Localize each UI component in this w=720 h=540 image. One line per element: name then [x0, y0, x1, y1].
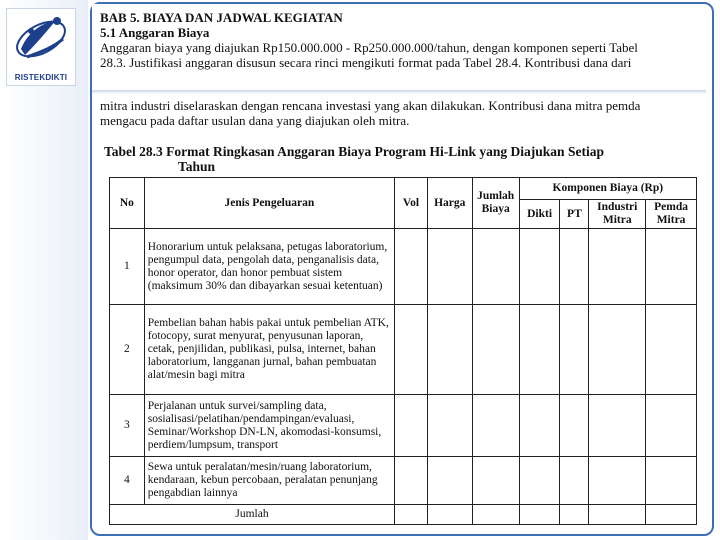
harga-cell: [427, 395, 472, 457]
ristekdikti-emblem-icon: [7, 9, 75, 71]
vol-cell: [395, 505, 428, 525]
row-number: 1: [110, 229, 145, 305]
total-label: Jumlah: [110, 505, 395, 525]
table-row: [110, 229, 697, 305]
industri-cell: [589, 395, 646, 457]
row-description: Perjalanan untuk survei/sampling data, sosialisasi/pelatihan/pendampingan/evaluasi, Seminar/Workshop DN-LN, akomodasi-konsumsi, perdiem/lumpsum, transport: [144, 395, 394, 457]
dikti-cell: [519, 505, 560, 525]
dikti-cell: [519, 457, 560, 505]
row-description: Sewa untuk peralatan/mesin/ruang laboratorium, kendaraan, kebun percobaan, peralatan penunjang pengabdian lainnya: [144, 457, 394, 505]
industri-cell: [589, 457, 646, 505]
budget-summary-table: [109, 177, 697, 525]
document-header: [100, 10, 700, 70]
pt-cell: [560, 305, 589, 395]
paragraph-line: mengacu pada daftar usulan dana yang diajukan oleh mitra.: [100, 113, 410, 128]
pemda-cell: [646, 229, 697, 305]
harga-cell: [427, 505, 472, 525]
pt-cell: [560, 229, 589, 305]
table-title-line: Tabel 28.3 Format Ringkasan Anggaran Biaya Program Hi-Link yang Diajukan Setiap: [104, 144, 604, 159]
harga-cell: [427, 457, 472, 505]
header-jenis-pengeluaran: Jenis Pengeluaran: [144, 178, 394, 229]
header-komponen-biaya: Komponen Biaya (Rp): [519, 178, 696, 200]
header-vol: Vol: [395, 178, 428, 229]
header-pt: PT: [560, 200, 589, 229]
pt-cell: [560, 505, 589, 525]
row-number: 2: [110, 305, 145, 395]
dikti-cell: [519, 305, 560, 395]
table-row: [110, 395, 697, 457]
row-number: 4: [110, 457, 145, 505]
industri-cell: [589, 505, 646, 525]
table-title: [104, 144, 700, 174]
header-pemda-mitra: Pemda Mitra: [646, 200, 697, 229]
header-no: No: [110, 178, 145, 229]
vol-cell: [395, 229, 428, 305]
industri-cell: [589, 305, 646, 395]
dikti-cell: [519, 229, 560, 305]
ristekdikti-logo: [6, 8, 76, 86]
harga-cell: [427, 229, 472, 305]
pemda-cell: [646, 457, 697, 505]
pt-cell: [560, 395, 589, 457]
vol-cell: [395, 305, 428, 395]
jumlah-cell: [472, 305, 519, 395]
industri-cell: [589, 229, 646, 305]
header-dikti: Dikti: [519, 200, 560, 229]
table-row: [110, 305, 697, 395]
header-jumlah-biaya: Jumlah Biaya: [472, 178, 519, 229]
document-paragraph: [100, 98, 700, 128]
jumlah-cell: [472, 505, 519, 525]
paragraph-line: 28.3. Justifikasi anggaran disusun secara rinci mengikuti format pada Tabel 28.4. Kontribusi dana dari: [100, 55, 632, 70]
pemda-cell: [646, 505, 697, 525]
row-description: Pembelian bahan habis pakai untuk pembelian ATK, fotocopy, surat menyurat, penyusunan laporan, cetak, penjilidan, publikasi, pulsa, internet, bahan laboratorium, langganan jurnal, bahan pembuatan alat/mesin bagi mitra: [144, 305, 394, 395]
section-heading: 5.1 Anggaran Biaya: [100, 25, 210, 40]
vol-cell: [395, 395, 428, 457]
dikti-cell: [519, 395, 560, 457]
table-total-row: [110, 505, 697, 525]
pemda-cell: [646, 305, 697, 395]
paragraph-line: mitra industri diselaraskan dengan rencana investasi yang akan dilakukan. Kontribusi dana mitra pemda: [100, 98, 641, 113]
section-separator: [92, 90, 706, 94]
row-number: 3: [110, 395, 145, 457]
jumlah-cell: [472, 229, 519, 305]
table-row: [110, 457, 697, 505]
table-title-line: Tahun: [178, 159, 216, 174]
jumlah-cell: [472, 457, 519, 505]
logo-text: RISTEKDIKTI: [14, 73, 68, 82]
row-description: Honorarium untuk pelaksana, petugas laboratorium, pengumpul data, pengolah data, penganalisis data, honor operator, dan honor pembuat sistem (maksimum 30% dan dibayarkan sesuai ketentuan): [144, 229, 394, 305]
pt-cell: [560, 457, 589, 505]
paragraph-line: Anggaran biaya yang diajukan Rp150.000.000 - Rp250.000.000/tahun, dengan komponen seperti Tabel: [100, 40, 638, 55]
header-harga: Harga: [427, 178, 472, 229]
jumlah-cell: [472, 395, 519, 457]
vol-cell: [395, 457, 428, 505]
header-industri-mitra: Industri Mitra: [589, 200, 646, 229]
table-header-row: [110, 178, 697, 200]
chapter-heading: BAB 5. BIAYA DAN JADWAL KEGIATAN: [100, 10, 343, 25]
harga-cell: [427, 305, 472, 395]
pemda-cell: [646, 395, 697, 457]
